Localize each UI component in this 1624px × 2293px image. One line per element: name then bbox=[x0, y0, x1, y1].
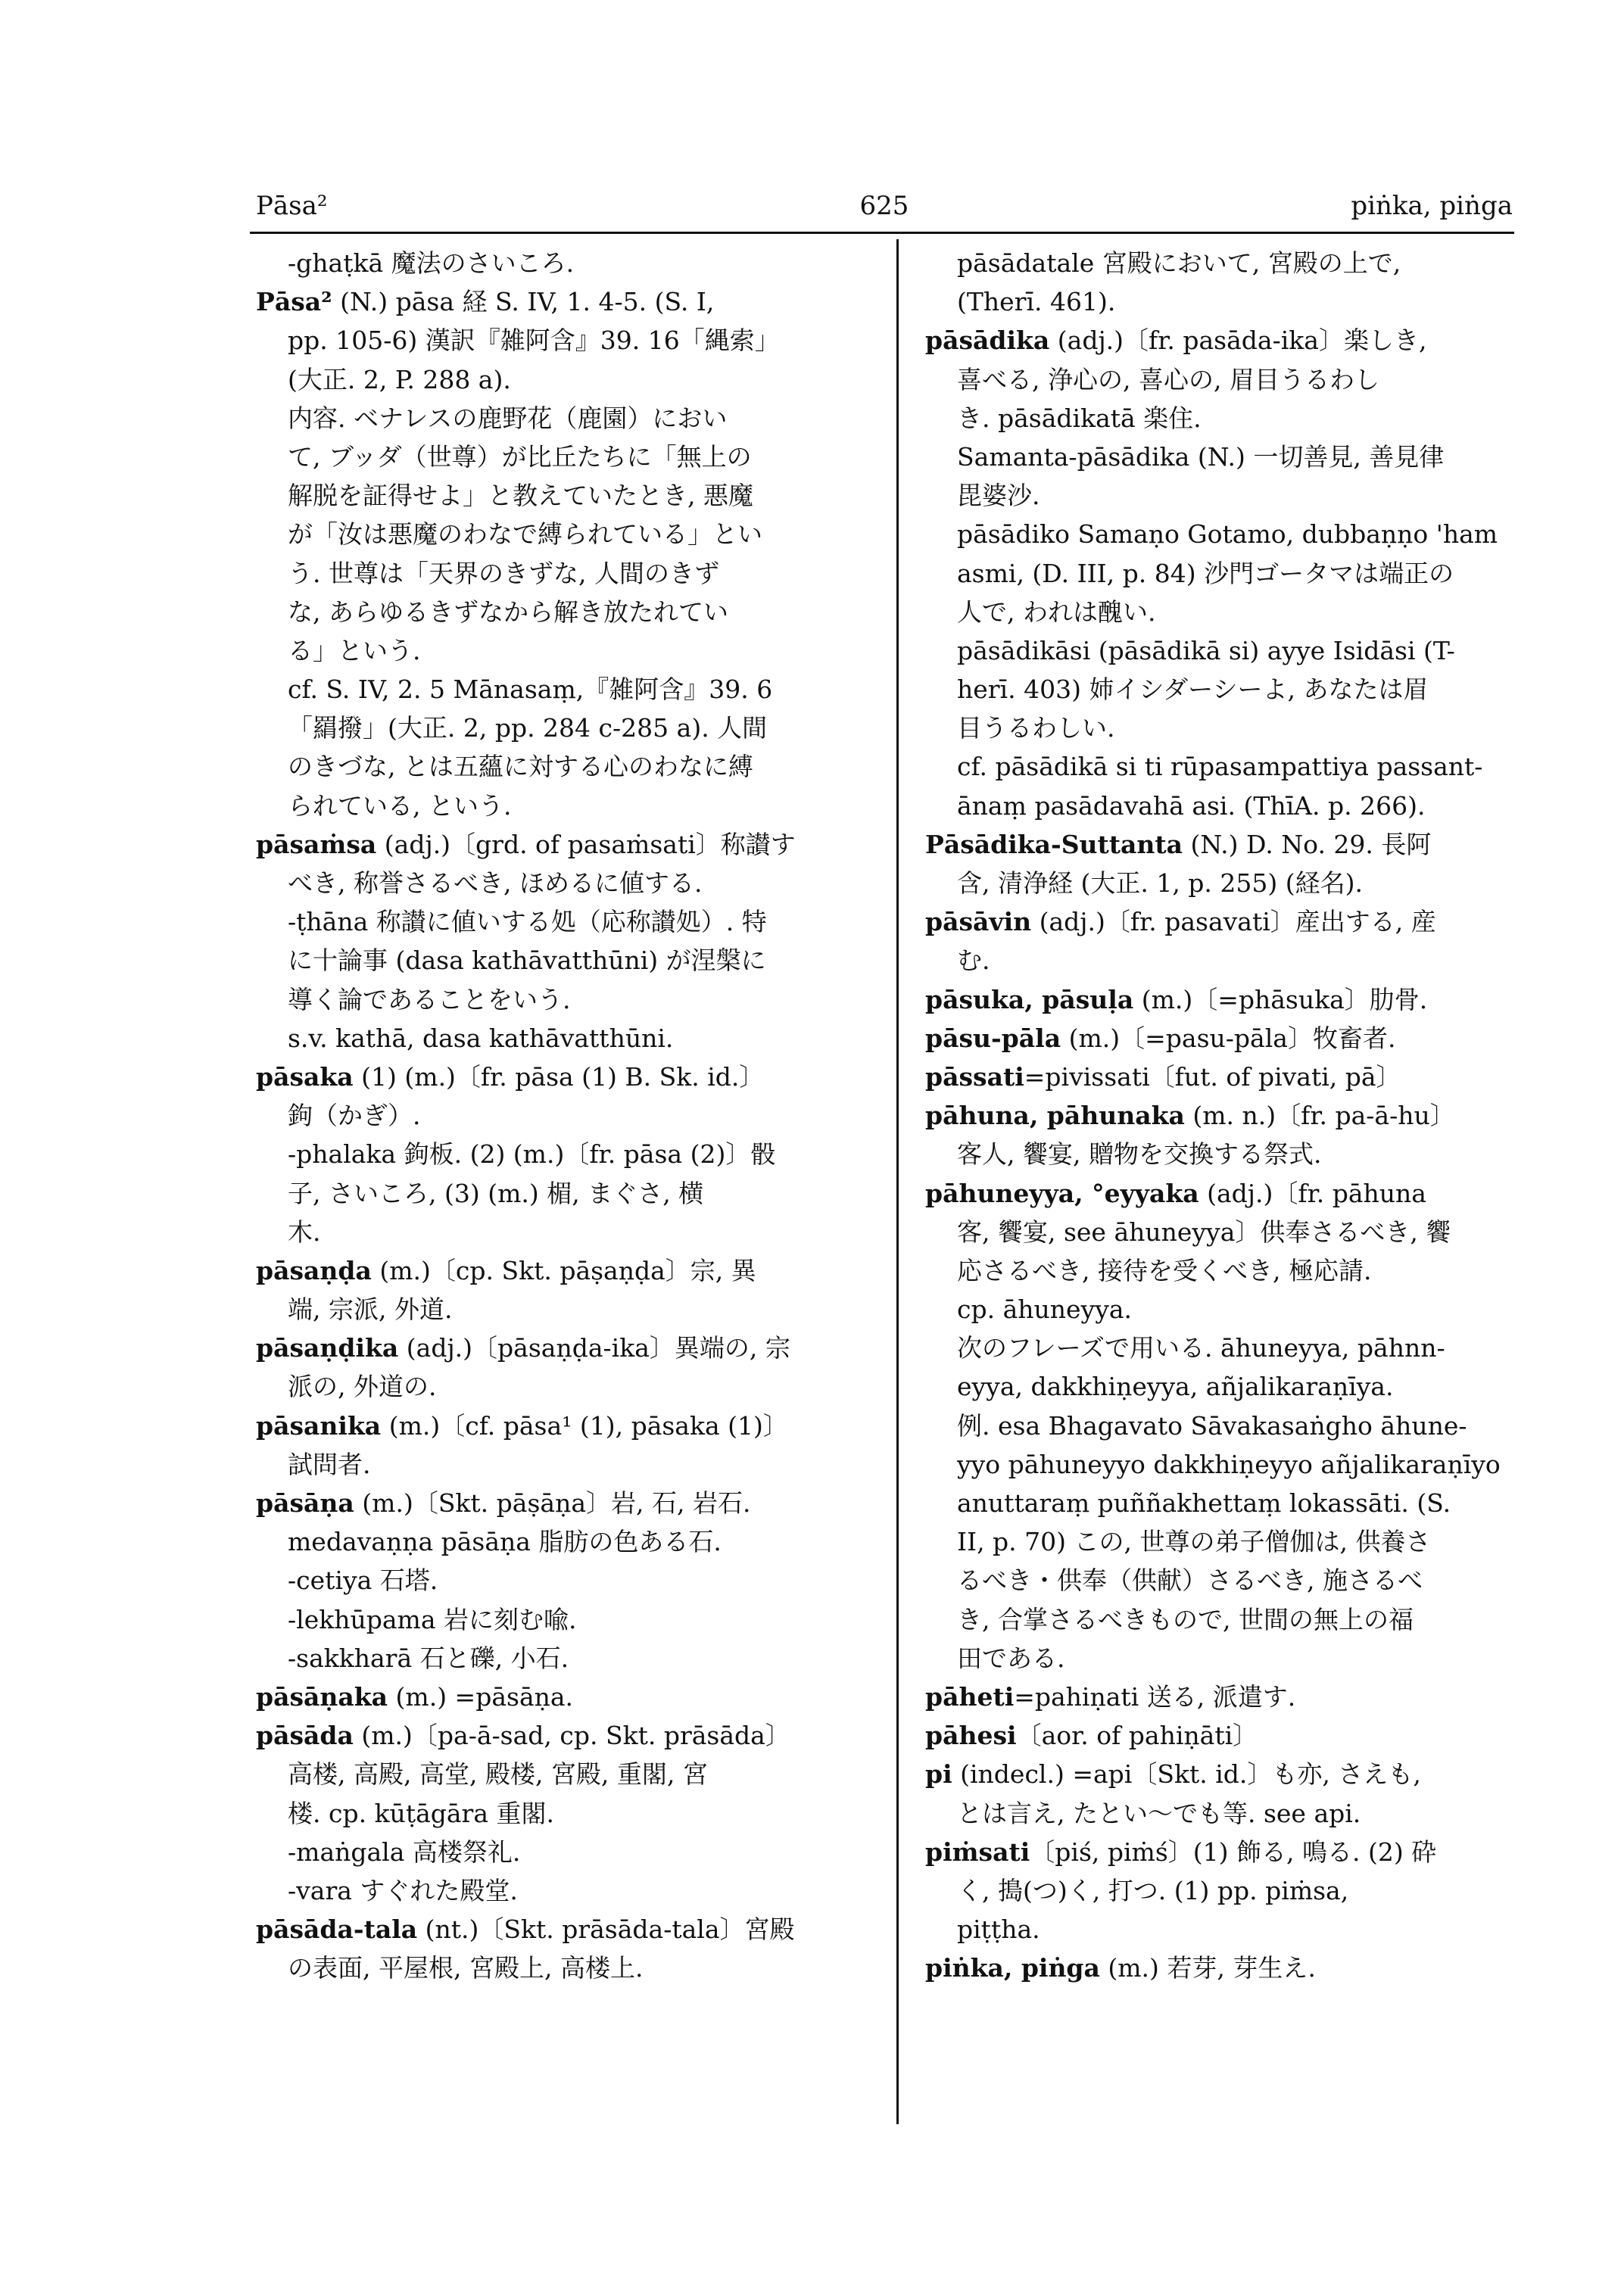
entry-headword-line: pāsu-pāla (m.)〔=pasu-pāla〕牧畜者. bbox=[925, 1023, 1396, 1053]
entry-headword-line: pāsanika (m.)〔cf. pāsa¹ (1), pāsaka (1)〕 bbox=[256, 1410, 788, 1441]
headword: pāsāda-tala bbox=[256, 1914, 418, 1945]
entry-line: 客, 饗宴, see āhuneyya〕供奉さるべき, 饗 bbox=[957, 1217, 1451, 1247]
entry-line: -lekhūpama 岩に刻む喩. bbox=[288, 1604, 577, 1634]
entry-line: (大正. 2, P. 288 a). bbox=[288, 364, 511, 394]
entry-line: 次のフレーズで用いる. āhuneyya, pāhnn- bbox=[957, 1333, 1445, 1363]
entry-line: pāsādikāsi (pāsādikā si) ayye Isidāsi (T- bbox=[957, 635, 1455, 665]
entry-line: 試問者. bbox=[288, 1449, 371, 1479]
header-left-guideword: Pāsa² bbox=[256, 191, 328, 221]
entry-line: な, あらゆるきずなから解き放たれてい bbox=[288, 597, 728, 627]
entry-line: -ṭhāna 称讃に値いする処（応称讃処）. 特 bbox=[288, 907, 767, 937]
column-divider bbox=[896, 239, 899, 2124]
entry-headword-line: pāsāṇaka (m.) =pāsāṇa. bbox=[256, 1681, 574, 1712]
entry-headword-line: pāsāda-tala (nt.)〔Skt. prāsāda-tala〕宮殿 bbox=[256, 1914, 795, 1945]
entry-line: に十論事 (dasa kathāvatthūni) が涅槃に bbox=[288, 946, 766, 976]
right-column bbox=[925, 244, 1523, 1987]
headword: pāhesi bbox=[925, 1721, 1017, 1751]
entry-line: く, 搗(つ)く, 打つ. (1) pp. piṁsa, bbox=[957, 1875, 1349, 1905]
page-header bbox=[256, 191, 1513, 229]
headword: pāsaṁsa bbox=[256, 829, 377, 859]
headword: pāsaṇḍika bbox=[256, 1333, 399, 1363]
entry-line: -vara すぐれた殿堂. bbox=[288, 1875, 518, 1905]
entry-line: 解脱を証得せよ」と教えていたとき, 悪魔 bbox=[288, 481, 753, 511]
entry-headword-line: Pāsa² (N.) pāsa 経 S. IV, 1. 4-5. (S. I, bbox=[256, 287, 715, 317]
entry-line: とは言え, たとい〜でも等. see api. bbox=[957, 1798, 1361, 1828]
entry-line: き, 合掌さるべきもので, 世間の無上の福 bbox=[957, 1604, 1414, 1634]
headword: pāsaṇḍa bbox=[256, 1255, 372, 1285]
entry-line: 喜べる, 浄心の, 喜心の, 眉目うるわし bbox=[957, 364, 1379, 394]
headword: pi bbox=[925, 1759, 952, 1790]
entry-line: の表面, 平屋根, 宮殿上, 高楼上. bbox=[288, 1953, 644, 1983]
headword: pāsādika bbox=[925, 326, 1050, 356]
entry-line: pāsādatale 宮殿において, 宮殿の上で, bbox=[957, 248, 1401, 278]
entry-headword-line: pāhuna, pāhunaka (m. n.)〔fr. pa-ā-hu〕 bbox=[925, 1101, 1455, 1131]
headword: pāsāṇaka bbox=[256, 1681, 388, 1712]
entry-line: 含, 清浄経 (大正. 1, p. 255) (経名). bbox=[957, 868, 1363, 898]
entry-headword-line: pāsaṇḍika (adj.)〔pāsaṇḍa-ika〕異端の, 宗 bbox=[256, 1333, 790, 1363]
entry-line: 「羂撥」(大正. 2, pp. 284 c-285 a). 人間 bbox=[288, 713, 768, 743]
entry-line: 客人, 饗宴, 贈物を交換する祭式. bbox=[957, 1139, 1322, 1170]
entry-headword-line: pāsāṇa (m.)〔Skt. pāṣāṇa〕岩, 石, 岩石. bbox=[256, 1488, 751, 1518]
entry-line: medavaṇṇa pāsāṇa 脂肪の色ある石. bbox=[288, 1527, 722, 1557]
entry-headword-line: pāhesi〔aor. of pahiṇāti〕 bbox=[925, 1721, 1258, 1751]
entry-line: anuttaraṃ puññakhettaṃ lokassāti. (S. bbox=[957, 1488, 1451, 1518]
entry-line: cf. S. IV, 2. 5 Mānasaṃ,『雑阿含』39. 6 bbox=[288, 675, 773, 705]
entry-headword-line: piṁsati〔piś, piṁś〕(1) 飾る, 鳴る. (2) 砕 bbox=[925, 1837, 1437, 1867]
entry-line: piṭṭha. bbox=[957, 1914, 1040, 1945]
entry-headword-line: pāheti=pahiṇati 送る, 派遣す. bbox=[925, 1681, 1296, 1712]
headword: pāsāvin bbox=[925, 907, 1032, 937]
entry-line: pāsādiko Samaṇo Gotamo, dubbaṇṇo 'ham bbox=[957, 519, 1498, 550]
entry-line: 例. esa Bhagavato Sāvakasaṅgho āhune- bbox=[957, 1410, 1467, 1441]
entry-line: 毘婆沙. bbox=[957, 481, 1040, 511]
entry-line: eyya, dakkhiṇeyya, añjalikaraṇīya. bbox=[957, 1372, 1394, 1402]
entry-line: (Therī. 461). bbox=[957, 287, 1116, 317]
entry-line: べき, 称誉さるべき, ほめるに値する. bbox=[288, 868, 703, 898]
entry-line: られている, という. bbox=[288, 790, 512, 821]
headword: piṅka, piṅga bbox=[925, 1953, 1100, 1983]
page-number: 625 bbox=[859, 191, 909, 221]
entry-headword-line: pāsādika (adj.)〔fr. pasāda-ika〕楽しき, bbox=[925, 326, 1427, 356]
entry-line: -phalaka 鉤板. (2) (m.)〔fr. pāsa (2)〕骰 bbox=[288, 1139, 776, 1170]
entry-line: 木. bbox=[288, 1217, 321, 1247]
entry-headword-line: pi (indecl.) =api〔Skt. id.〕も亦, さえも, bbox=[925, 1759, 1421, 1790]
entry-line: pp. 105-6) 漢訳『雑阿含』39. 16「縄索」 bbox=[288, 326, 780, 356]
entry-headword-line: pāsāda (m.)〔pa-ā-sad, cp. Skt. prāsāda〕 bbox=[256, 1721, 790, 1751]
entry-headword-line: pāhuneyya, °eyyaka (adj.)〔fr. pāhuna bbox=[925, 1178, 1426, 1208]
entry-line: asmi, (D. III, p. 84) 沙門ゴータマは端正の bbox=[957, 558, 1454, 588]
entry-line: 田である. bbox=[957, 1643, 1065, 1673]
headword: Pāsādika-Suttanta bbox=[925, 829, 1183, 859]
entry-line: て, ブッダ（世尊）が比丘たちに「無上の bbox=[288, 441, 752, 472]
headword: pāsu-pāla bbox=[925, 1023, 1061, 1053]
entry-line: る」という. bbox=[288, 635, 421, 665]
entry-headword-line: pāsaṁsa (adj.)〔grd. of pasaṁsati〕称讃す bbox=[256, 829, 796, 859]
headword: piṁsati bbox=[925, 1837, 1030, 1867]
entry-line: 内容. ベナレスの鹿野花（鹿園）におい bbox=[288, 403, 728, 433]
entry-line: う. 世尊は「天界のきずな, 人間のきず bbox=[288, 558, 719, 588]
header-right-guideword: piṅka, piṅga bbox=[1351, 191, 1513, 221]
entry-line: 応さるべき, 接待を受くべき, 極応請. bbox=[957, 1255, 1372, 1285]
entry-line: 目うるわしい. bbox=[957, 713, 1115, 743]
entry-line: 子, さいころ, (3) (m.) 楣, まぐさ, 横 bbox=[288, 1178, 704, 1208]
headword: pāsāṇa bbox=[256, 1488, 354, 1518]
entry-line: Samanta-pāsādika (N.) 一切善見, 善見律 bbox=[957, 441, 1445, 472]
entry-line: 楼. cp. kūṭāgāra 重閣. bbox=[288, 1798, 554, 1828]
headword: pāhuna, pāhunaka bbox=[925, 1101, 1185, 1131]
entry-line: herī. 403) 姉イシダーシーよ, あなたは眉 bbox=[957, 675, 1429, 705]
headword: pāhuneyya, °eyyaka bbox=[925, 1178, 1199, 1208]
headword: Pāsa² bbox=[256, 287, 332, 317]
entry-line: む. bbox=[957, 946, 990, 976]
entry-headword-line: pāssati=pivissati〔fut. of pivati, pā〕 bbox=[925, 1061, 1401, 1092]
entry-line: 鉤（かぎ）. bbox=[288, 1101, 421, 1131]
entry-headword-line: pāsuka, pāsuḷa (m.)〔=phāsuka〕肋骨. bbox=[925, 984, 1428, 1014]
entry-line: cp. āhuneyya. bbox=[957, 1294, 1132, 1325]
headword: pāsaka bbox=[256, 1061, 354, 1092]
headword: pāheti bbox=[925, 1681, 1015, 1712]
entry-line: 派の, 外道の. bbox=[288, 1372, 437, 1402]
entry-line: -maṅgala 高楼祭礼. bbox=[288, 1837, 521, 1867]
header-rule bbox=[250, 232, 1514, 234]
entry-line: ānaṃ pasādavahā asi. (ThīA. p. 266). bbox=[957, 790, 1426, 821]
left-column bbox=[256, 244, 877, 1987]
entry-headword-line: pāsaka (1) (m.)〔fr. pāsa (1) B. Sk. id.〕 bbox=[256, 1061, 765, 1092]
entry-line: s.v. kathā, dasa kathāvatthūni. bbox=[288, 1023, 674, 1053]
headword: pāssati bbox=[925, 1061, 1024, 1092]
entry-headword-line: pāsaṇḍa (m.)〔cp. Skt. pāṣaṇḍa〕宗, 異 bbox=[256, 1255, 756, 1285]
entry-line: 導く論であることをいう. bbox=[288, 984, 571, 1014]
entry-line: -sakkharā 石と礫, 小石. bbox=[288, 1643, 569, 1673]
entry-headword-line: pāsāvin (adj.)〔fr. pasavati〕産出する, 産 bbox=[925, 907, 1436, 937]
entry-line: き. pāsādikatā 楽住. bbox=[957, 403, 1202, 433]
entry-headword-line: piṅka, piṅga (m.) 若芽, 芽生え. bbox=[925, 1953, 1316, 1983]
entry-line: が「汝は悪魔のわなで縛られている」とい bbox=[288, 519, 762, 550]
entry-line: II, p. 70) この, 世尊の弟子僧伽は, 供養さ bbox=[957, 1527, 1431, 1557]
entry-line: cf. pāsādikā si ti rūpasampattiya passant- bbox=[957, 752, 1483, 782]
entry-line: 高楼, 高殿, 高堂, 殿楼, 宮殿, 重閣, 宮 bbox=[288, 1759, 708, 1790]
headword: pāsuka, pāsuḷa bbox=[925, 984, 1134, 1014]
entry-line: -cetiya 石塔. bbox=[288, 1566, 438, 1596]
entry-line: 人で, われは醜い. bbox=[957, 597, 1156, 627]
entry-headword-line: Pāsādika-Suttanta (N.) D. No. 29. 長阿 bbox=[925, 829, 1432, 859]
entry-line: 端, 宗派, 外道. bbox=[288, 1294, 453, 1325]
entry-line: るべき・供奉（供献）さるべき, 施さるべ bbox=[957, 1566, 1423, 1596]
entry-line: -ghaṭkā 魔法のさいころ. bbox=[288, 248, 575, 278]
entry-line: のきづな, とは五蘊に対する心のわなに縛 bbox=[288, 752, 753, 782]
entry-line: yyo pāhuneyyo dakkhiṇeyyo añjalikaraṇīyo bbox=[957, 1449, 1501, 1479]
headword: pāsanika bbox=[256, 1410, 382, 1441]
headword: pāsāda bbox=[256, 1721, 354, 1751]
